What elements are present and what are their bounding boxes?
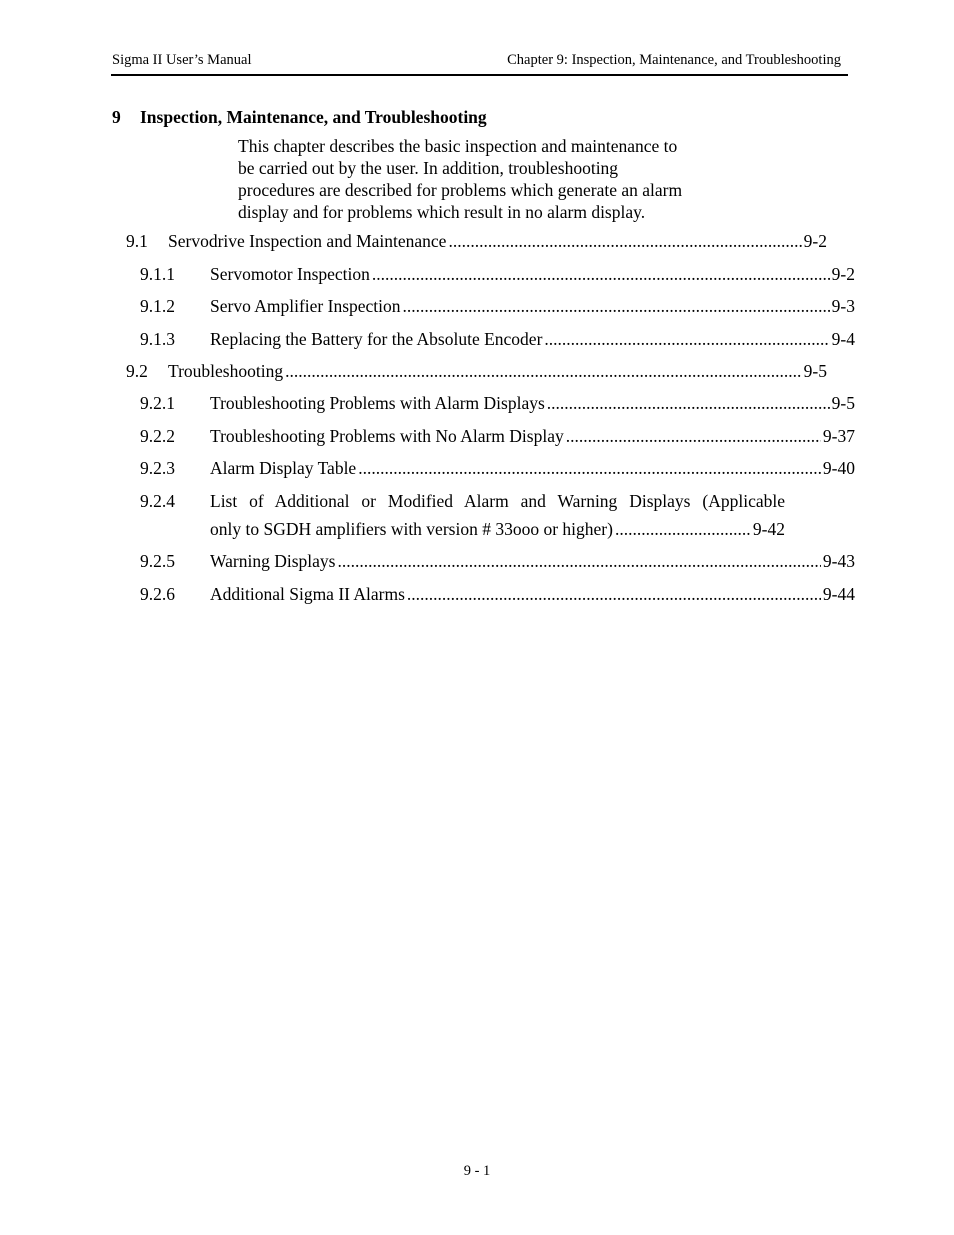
toc-title: Servomotor Inspection [210, 264, 370, 284]
toc-leader-dots [566, 422, 821, 450]
toc-title: Troubleshooting Problems with No Alarm Display [210, 426, 564, 446]
toc-leader-dots [372, 260, 830, 288]
toc-entry-9-1[interactable] [126, 227, 827, 255]
toc-title: Servodrive Inspection and Maintenance [168, 231, 447, 251]
toc-number: 9.2.2 [140, 426, 175, 446]
toc-title: Servo Amplifier Inspection [210, 296, 401, 316]
intro-line: procedures are described for problems which generate an alarm [238, 180, 683, 200]
toc-title-line1: List of Additional or Modified Alarm and Warning Displays (Applicable [210, 491, 785, 511]
toc-page: 9-5 [803, 361, 827, 381]
toc-page: 9-43 [822, 551, 855, 571]
toc-entry-9-1-3[interactable] [140, 325, 855, 353]
header-divider [111, 74, 848, 76]
toc-page: 9-3 [831, 296, 855, 316]
toc-entry-9-2-5[interactable] [140, 547, 855, 575]
intro-line: be carried out by the user. In addition, troubleshooting [238, 158, 619, 178]
toc-entry-9-2-6[interactable] [140, 580, 855, 608]
toc-number: 9.2.1 [140, 393, 175, 413]
toc-page: 9-2 [831, 264, 855, 284]
toc-title: Replacing the Battery for the Absolute Encoder [210, 329, 543, 349]
intro-line: display and for problems which result in no alarm display. [238, 202, 646, 222]
toc-leader-dots [547, 389, 830, 417]
toc-entry-9-2-3[interactable] [140, 454, 855, 482]
toc-leader-dots [337, 547, 820, 575]
toc-title: Additional Sigma II Alarms [210, 584, 405, 604]
toc-entry-9-2-4[interactable] [140, 487, 785, 543]
toc-number: 9.2.5 [140, 551, 175, 571]
chapter-number: 9 [112, 107, 121, 127]
toc-number: 9.1.1 [140, 264, 175, 284]
chapter-intro [238, 135, 738, 223]
toc-leader-dots [285, 357, 802, 385]
toc-page: 9-42 [752, 519, 785, 539]
toc-entry-9-2[interactable] [126, 357, 827, 385]
chapter-heading [112, 107, 487, 128]
toc-leader-dots [403, 292, 830, 320]
toc-number: 9.2.4 [140, 491, 175, 511]
toc-entry-9-2-1[interactable] [140, 389, 855, 417]
toc-number: 9.1 [126, 231, 148, 251]
chapter-title: Inspection, Maintenance, and Troubleshooting [140, 107, 487, 127]
toc-page: 9-44 [822, 584, 855, 604]
toc-page: 9-37 [822, 426, 855, 446]
toc-leader-dots [615, 515, 751, 543]
header-manual-title: Sigma II User’s Manual [112, 52, 252, 68]
toc-page: 9-40 [822, 458, 855, 478]
toc-title-line2: only to SGDH amplifiers with version # 33ooo or higher) [210, 519, 613, 539]
toc-entry-9-1-2[interactable] [140, 292, 855, 320]
toc-number: 9.2 [126, 361, 148, 381]
header-chapter-title: Chapter 9: Inspection, Maintenance, and Troubleshooting [507, 52, 841, 68]
toc-page: 9-4 [831, 329, 855, 349]
toc-leader-dots [448, 227, 801, 255]
toc-entry-9-1-1[interactable] [140, 260, 855, 288]
toc-number: 9.2.3 [140, 458, 175, 478]
toc-page: 9-5 [831, 393, 855, 413]
toc-title: Alarm Display Table [210, 458, 357, 478]
toc-title: Troubleshooting Problems with Alarm Displays [210, 393, 545, 413]
toc-entry-9-2-2[interactable] [140, 422, 855, 450]
toc-page: 9-2 [803, 231, 827, 251]
toc-number: 9.1.3 [140, 329, 175, 349]
toc-title: Warning Displays [210, 551, 336, 571]
toc-leader-dots [407, 580, 821, 608]
page-number: 9 - 1 [463, 1163, 491, 1179]
toc-leader-dots [544, 325, 829, 353]
toc-leader-dots [358, 454, 821, 482]
toc-title: Troubleshooting [168, 361, 284, 381]
toc-number: 9.2.6 [140, 584, 175, 604]
intro-line: This chapter describes the basic inspection and maintenance to [238, 136, 678, 156]
toc-number: 9.1.2 [140, 296, 175, 316]
